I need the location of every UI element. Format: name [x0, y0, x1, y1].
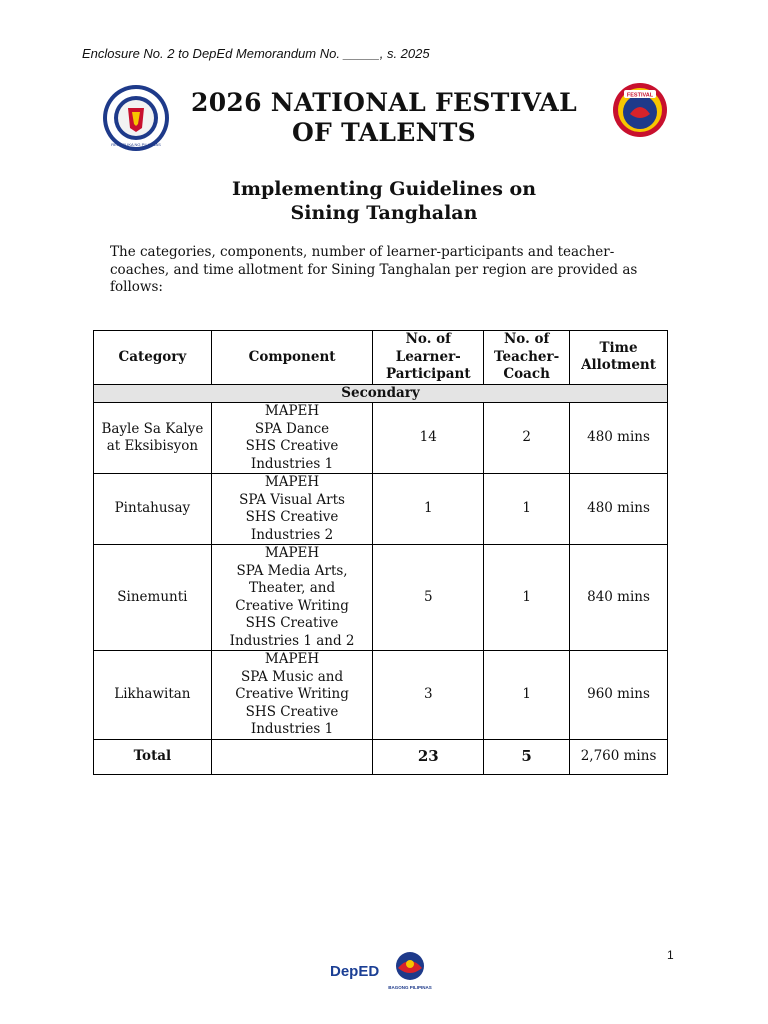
- component-cell: MAPEH SPA Media Arts, Theater, and Creative Writing SHS Creative Industries 1 and 2: [211, 545, 373, 651]
- coaches-cell: 1: [484, 651, 570, 740]
- page-subtitle: [160, 177, 608, 225]
- time-cell: 840 mins: [570, 545, 668, 651]
- header-time: Time Allotment: [570, 331, 668, 385]
- page-number: 1: [667, 948, 674, 962]
- svg-text:REPUBLIKA NG PILIPINAS: REPUBLIKA NG PILIPINAS: [111, 142, 161, 147]
- page-title: [160, 88, 608, 148]
- footer-logos: [330, 948, 440, 992]
- deped-logo: [330, 963, 379, 980]
- learners-cell: 1: [373, 474, 484, 545]
- title-line-2: OF TALENTS: [291, 118, 476, 147]
- header-component: Component: [211, 331, 373, 385]
- category-cell: Bayle Sa Kalye at Eksibisyon: [94, 403, 212, 474]
- guidelines-table: [93, 330, 668, 775]
- total-label: Total: [94, 739, 212, 774]
- bagong-pilipinas-logo: [388, 952, 432, 990]
- component-cell: MAPEH SPA Visual Arts SHS Creative Industries 2: [211, 474, 373, 545]
- table-header-row: [94, 331, 668, 385]
- component-cell: MAPEH SPA Dance SHS Creative Industries 1: [211, 403, 373, 474]
- coaches-cell: 2: [484, 403, 570, 474]
- total-row: [94, 739, 668, 774]
- total-component-cell: [211, 739, 373, 774]
- subtitle-line-2: Sining Tanghalan: [290, 202, 478, 224]
- subtitle-line-1: Implementing Guidelines on: [231, 178, 537, 200]
- intro-paragraph: The categories, components, number of learner-participants and teacher-coaches, and time allotment for Sining Tanghalan per region are provided as follows:: [110, 244, 638, 295]
- learners-cell: 3: [373, 651, 484, 740]
- festival-logo-text: FESTIVAL: [626, 92, 654, 99]
- section-row: [94, 384, 668, 403]
- category-cell: Pintahusay: [94, 474, 212, 545]
- total-time: 2,760 mins: [570, 739, 668, 774]
- time-cell: 480 mins: [570, 474, 668, 545]
- total-learners: 23: [373, 739, 484, 774]
- deped-logo-text: DepED: [330, 963, 380, 980]
- total-coaches: 5: [484, 739, 570, 774]
- component-cell: MAPEH SPA Music and Creative Writing SHS Creative Industries 1: [211, 651, 373, 740]
- enclosure-note: Enclosure No. 2 to DepEd Memorandum No. _____, s. 2025: [82, 46, 430, 61]
- bagong-pilipinas-text: BAGONG PILIPINAS: [388, 985, 432, 990]
- header-learners: No. of Learner-Participant: [373, 331, 484, 385]
- header-category: Category: [94, 331, 212, 385]
- festival-logo: [612, 82, 668, 138]
- time-cell: 960 mins: [570, 651, 668, 740]
- table-row: [94, 474, 668, 545]
- time-cell: 480 mins: [570, 403, 668, 474]
- table-row: [94, 545, 668, 651]
- title-line-1: 2026 NATIONAL FESTIVAL: [191, 88, 577, 117]
- category-cell: Likhawitan: [94, 651, 212, 740]
- table-row: [94, 651, 668, 740]
- header-coaches: No. of Teacher-Coach: [484, 331, 570, 385]
- learners-cell: 14: [373, 403, 484, 474]
- learners-cell: 5: [373, 545, 484, 651]
- section-label: Secondary: [94, 384, 668, 403]
- coaches-cell: 1: [484, 545, 570, 651]
- table-row: [94, 403, 668, 474]
- coaches-cell: 1: [484, 474, 570, 545]
- category-cell: Sinemunti: [94, 545, 212, 651]
